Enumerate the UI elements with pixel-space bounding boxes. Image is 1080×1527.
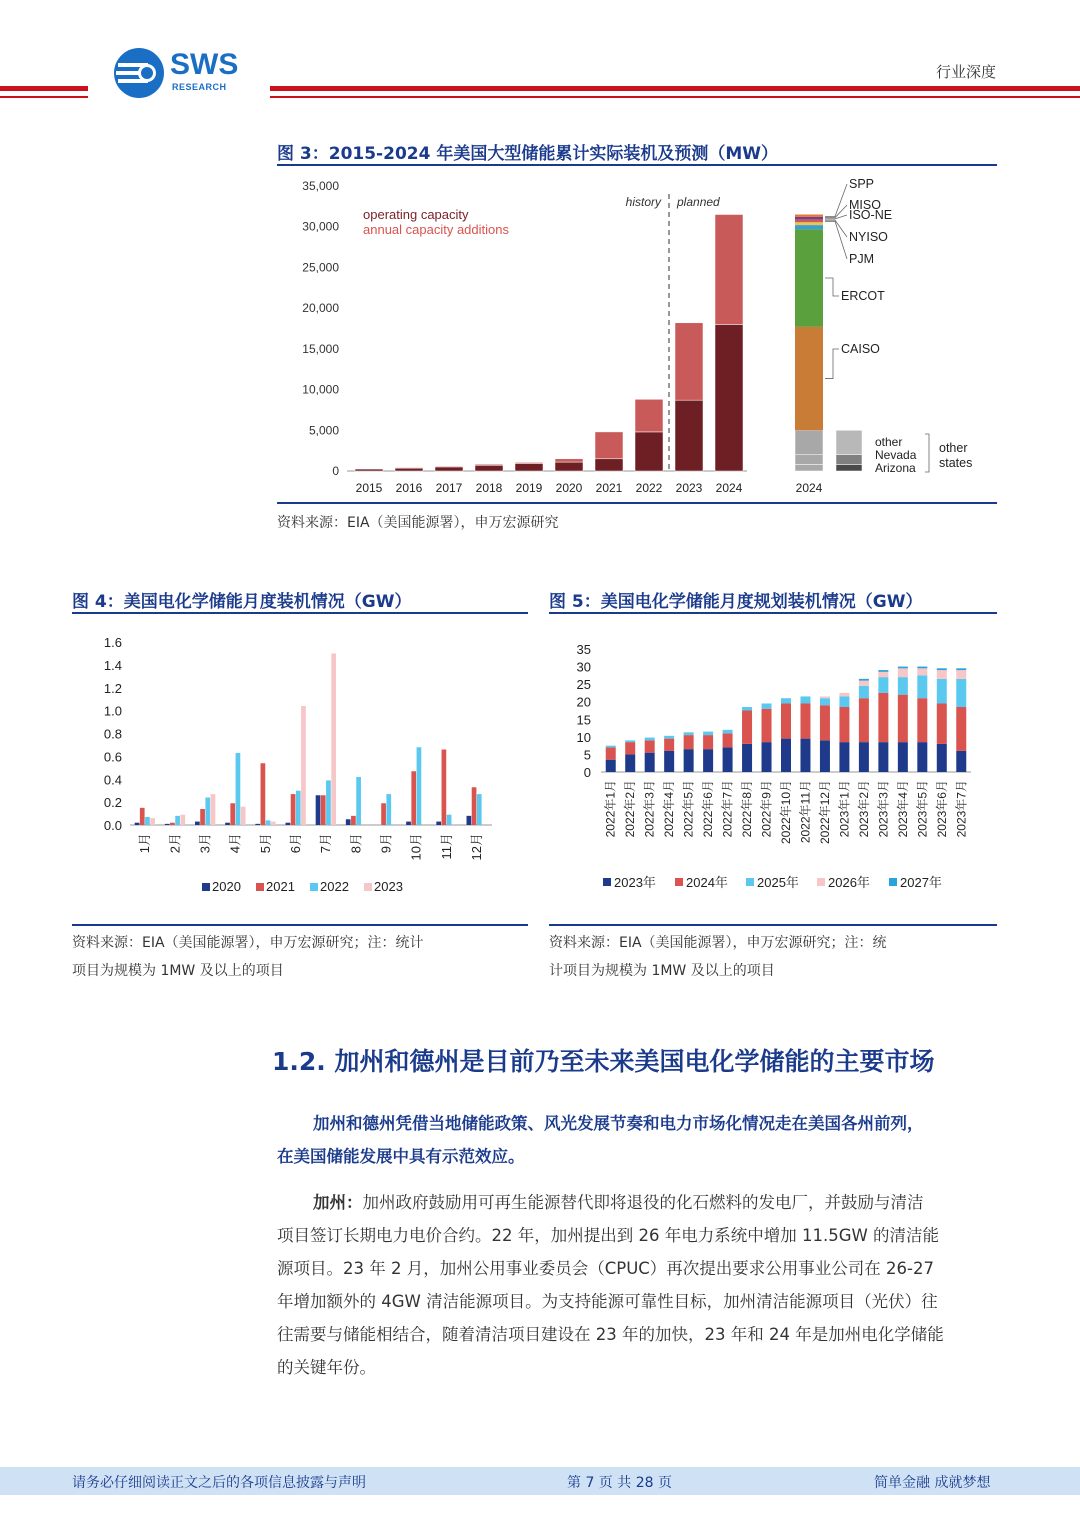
fig5-bar: [917, 667, 927, 669]
fig3-xtick: 2018: [475, 481, 503, 495]
fig5-bar: [956, 707, 966, 751]
fig3-bar: [675, 400, 703, 471]
fig5-ytick: 20: [576, 694, 591, 710]
fig4-legend-swatch: [364, 883, 372, 891]
fig5-xtick: 2022年8月: [740, 780, 755, 838]
fig3-2024-segment: [795, 215, 823, 217]
fig3-xtick: 2017: [435, 481, 463, 495]
fig4-ytick: 1.0: [103, 703, 122, 719]
fig4-bar: [447, 815, 452, 825]
fig3-region-label: NYISO: [849, 230, 888, 244]
fig3-xtick: 2019: [515, 481, 543, 495]
para-line-4: 年增加额外的 4GW 清洁能源项目。为支持能源可靠性目标，加州清洁能源项目（光伏）往: [277, 1292, 938, 1311]
fig5-bar: [820, 705, 830, 740]
fig5-xtick: 2022年9月: [759, 780, 774, 838]
fig4-legend-swatch: [202, 883, 210, 891]
fig5-bar: [898, 667, 908, 669]
fig4-bar: [472, 787, 477, 825]
fig3-xtick: 2023: [675, 481, 703, 495]
fig4-source-1: 资料来源：EIA（美国能源署），申万宏源研究；注：统计: [72, 935, 424, 951]
fig5-legend-swatch: [889, 878, 897, 886]
fig5-bar: [878, 672, 888, 677]
fig4-bar: [436, 822, 441, 825]
fig3-xtick: 2015: [355, 481, 383, 495]
fig3-bracket: [925, 434, 929, 472]
fig5-bar: [606, 746, 616, 748]
fig5-ytick: 10: [576, 729, 591, 745]
fig5-bar: [956, 679, 966, 707]
fig5-xtick: 2023年5月: [915, 780, 930, 838]
fig5-bar: [742, 711, 752, 744]
fig4-bar: [175, 816, 180, 825]
fig4-bar: [351, 816, 356, 825]
para-line-3: 源项目。23 年 2 月，加州公用事业委员会（CPUC）再次提出要求公用事业公司在 26-27: [277, 1259, 934, 1278]
fig5-bar: [800, 739, 810, 772]
header-rule-left: [0, 86, 88, 91]
fig5-bar: [937, 670, 947, 679]
fig3-2024-segment: [795, 464, 823, 471]
fig5-bar: [781, 739, 791, 772]
fig5-bar: [917, 742, 927, 772]
fig4-bar: [291, 794, 296, 825]
fig5-bar: [820, 740, 830, 772]
fig4-source-2: 项目为规模为 1MW 及以上的项目: [72, 963, 284, 979]
fig5-bar: [917, 668, 927, 675]
fig4-legend-label: 2023: [374, 879, 403, 894]
fig5-xtick: 2023年2月: [856, 780, 871, 838]
fig3-leader-line: [825, 278, 839, 296]
fig4-bar: [266, 820, 271, 825]
logo: [112, 46, 252, 100]
fig5-bar: [839, 707, 849, 742]
fig5-legend-label: 2027年: [900, 875, 942, 890]
fig5-bar: [878, 742, 888, 772]
fig4-legend-label: 2020: [212, 879, 241, 894]
fig4-xtick: 3月: [197, 833, 213, 854]
para-label: 加州：: [313, 1193, 363, 1212]
fig3-other-states-segment: [836, 430, 862, 454]
fig4-xtick: 10月: [408, 833, 424, 861]
fig5-bar: [742, 707, 752, 711]
fig3-2024-segment: [795, 229, 823, 327]
fig3-xtick: 2024: [715, 481, 743, 495]
fig5-bar: [898, 742, 908, 772]
footer-disclaimer: 请务必仔细阅读正文之后的各项信息披露与声明: [72, 1475, 366, 1491]
fig5-source-2: 计项目为规模为 1MW 及以上的项目: [549, 963, 775, 979]
fig5-chart: [549, 624, 997, 914]
fig4-bar: [140, 808, 145, 825]
fig4-bar: [346, 819, 351, 825]
fig4-bar: [225, 823, 230, 825]
fig3-xtick-breakdown: 2024: [795, 481, 823, 495]
fig3-xtick: 2016: [395, 481, 423, 495]
fig3-group-label-2: states: [939, 456, 973, 470]
fig5-xtick: 2022年11月: [798, 780, 813, 844]
fig4-bar: [165, 824, 170, 825]
fig4-xtick: 11月: [438, 833, 454, 860]
fig3-bar: [555, 459, 583, 462]
fig5-bar: [781, 703, 791, 738]
logo-text: SWS: [170, 48, 239, 81]
fig4-bar: [381, 803, 386, 825]
fig4-bar: [255, 824, 260, 825]
fig5-xtick: 2022年6月: [701, 780, 716, 838]
fig5-bar: [820, 698, 830, 705]
fig5-bar: [703, 735, 713, 749]
fig3-region-label: MISO: [849, 198, 881, 212]
fig5-bar: [684, 732, 694, 735]
fig4-bar: [170, 823, 175, 825]
fig5-xtick: 2023年4月: [895, 780, 910, 838]
fig3-bar: [555, 462, 583, 471]
fig5-legend-swatch: [603, 878, 611, 886]
fig4-title: 图 4：美国电化学储能月度装机情况（GW）: [72, 592, 412, 612]
fig4-bar: [195, 822, 200, 825]
fig5-bar: [703, 732, 713, 736]
fig5-bar: [664, 739, 674, 751]
para-line-6: 的关键年份。: [277, 1358, 376, 1377]
fig5-bar: [839, 742, 849, 772]
logo-icon: [112, 46, 168, 100]
fig5-bar: [839, 696, 849, 707]
fig3-bar: [715, 324, 743, 471]
fig5-bar: [937, 668, 947, 670]
fig5-bar: [937, 703, 947, 743]
fig3-ytick: 0: [332, 464, 339, 478]
fig4-xtick: 2月: [167, 833, 183, 854]
fig5-ytick: 15: [576, 712, 591, 728]
fig5-xtick: 2022年5月: [681, 780, 696, 838]
fig5-xtick: 2022年3月: [642, 780, 657, 838]
fig3-other-states-segment: [836, 464, 862, 471]
fig3-bar: [395, 468, 423, 471]
fig4-bar: [417, 747, 422, 825]
fig4-ytick: 0.6: [103, 749, 122, 765]
footer-slogan: 简单金融 成就梦想: [874, 1475, 991, 1491]
fig3-bar: [715, 215, 743, 325]
fig3-planned-label: planned: [677, 195, 720, 209]
fig5-source-1: 资料来源：EIA（美国能源署），申万宏源研究；注：统: [549, 935, 887, 951]
fig5-ytick: 0: [583, 765, 591, 780]
fig4-xtick: 12月: [468, 833, 484, 861]
fig4-xtick: 4月: [227, 833, 243, 854]
para-line-2: 项目签订长期电力电价合约。22 年，加州提出到 26 年电力系统中增加 11.5GW 的清洁能: [277, 1226, 940, 1245]
fig5-bar: [898, 668, 908, 677]
fig5-bar: [878, 670, 888, 672]
fig5-bar: [839, 693, 849, 697]
fig5-bar: [684, 735, 694, 749]
fig3-region-label: ISO-NE: [849, 208, 893, 222]
fig5-bar: [723, 733, 733, 747]
fig4-bar: [321, 795, 326, 825]
fig4-xtick: 8月: [348, 833, 364, 854]
fig3-2024-segment: [795, 455, 823, 465]
fig5-bar: [645, 740, 655, 752]
fig3-bar: [675, 323, 703, 400]
fig5-title-rule: [549, 612, 997, 614]
fig5-ytick: 5: [583, 747, 591, 763]
fig4-ytick: 0.8: [103, 726, 122, 742]
fig5-bar: [625, 742, 635, 754]
fig3-2024-segment: [795, 222, 823, 225]
para-line-1: [313, 1186, 924, 1219]
fig5-bar: [606, 747, 616, 759]
fig5-bar: [898, 695, 908, 742]
fig3-xtick: 2020: [555, 481, 583, 495]
fig3-ytick: 5,000: [308, 423, 339, 438]
fig5-bar: [645, 753, 655, 772]
fig4-legend-swatch: [310, 883, 318, 891]
fig5-legend-swatch: [817, 878, 825, 886]
lead-line-1: 加州和德州凭借当地储能政策、风光发展节奏和电力市场化情况走在美国各州前列，: [313, 1114, 924, 1133]
fig3-label-other: other: [875, 435, 903, 449]
fig3-bar: [435, 466, 463, 467]
fig5-legend-swatch: [675, 878, 683, 886]
fig5-bar: [762, 742, 772, 772]
fig3-bar: [355, 469, 383, 471]
fig3-leader-line: [825, 220, 847, 237]
fig3-xtick: 2022: [635, 481, 663, 495]
fig5-bar: [723, 730, 733, 734]
fig5-bar: [781, 698, 791, 703]
fig4-bar: [200, 809, 205, 825]
fig5-bar: [820, 696, 830, 698]
fig4-bar: [145, 817, 150, 825]
fig3-ytick: 35,000: [302, 179, 339, 193]
section-heading: 1.2. 加州和德州是目前乃至未来美国电化学储能的主要市场: [272, 1047, 935, 1076]
fig4-bar: [331, 653, 336, 825]
fig5-bar: [723, 747, 733, 772]
header-rule-right: [270, 86, 1080, 91]
fig5-xtick: 2023年1月: [837, 780, 852, 838]
fig4-xtick: 1月: [137, 833, 153, 854]
fig3-leader-line: [825, 349, 839, 379]
fig5-title: 图 5：美国电化学储能月度规划装机情况（GW）: [549, 592, 923, 612]
fig4-title-rule: [72, 612, 528, 614]
logo-subtext: RESEARCH: [172, 82, 227, 92]
fig3-2024-segment: [795, 225, 823, 229]
fig4-bar: [205, 798, 210, 825]
fig3-ytick: 30,000: [302, 219, 339, 234]
fig5-bar: [664, 736, 674, 739]
fig5-xtick: 2023年3月: [876, 780, 891, 838]
fig5-ytick: 35: [576, 642, 591, 657]
fig5-bar: [606, 760, 616, 772]
fig3-bar: [395, 467, 423, 468]
fig5-legend-label: 2024年: [686, 875, 728, 890]
fig5-xtick: 2023年7月: [954, 780, 969, 838]
fig4-bar: [356, 777, 361, 825]
fig3-title: 图 3：2015-2024 年美国大型储能累计实际装机及预测（MW）: [277, 144, 779, 164]
fig5-bar: [937, 679, 947, 704]
fig5-bar: [859, 698, 869, 742]
fig5-xtick: 2022年12月: [817, 780, 832, 845]
fig4-ytick: 1.6: [103, 635, 122, 650]
fig4-xtick: 9月: [378, 833, 394, 854]
fig4-bar: [150, 818, 155, 825]
fig3-ytick: 15,000: [302, 341, 339, 356]
fig4-bar: [477, 794, 482, 825]
fig5-bar: [664, 751, 674, 772]
fig5-bar: [625, 754, 635, 772]
fig3-bar: [515, 464, 543, 471]
para-line-1-text: 加州政府鼓励用可再生能源替代即将退役的化石燃料的发电厂，并鼓励与清洁: [362, 1193, 924, 1212]
fig4-bar: [271, 822, 276, 825]
lead-line-2: 在美国储能发展中具有示范效应。: [277, 1147, 525, 1166]
footer: [0, 1467, 1080, 1495]
fig3-group-label-1: other: [939, 441, 968, 455]
fig3-history-label: history: [625, 195, 661, 209]
fig5-bar: [762, 703, 772, 708]
fig4-chart: [72, 624, 528, 914]
fig3-bar: [515, 462, 543, 463]
fig3-bar: [635, 399, 663, 432]
fig4-bar: [386, 794, 391, 825]
fig5-bar: [859, 679, 869, 681]
fig3-bar: [595, 432, 623, 459]
fig3-region-label: CAISO: [841, 342, 880, 356]
fig4-bottom-rule: [72, 924, 528, 926]
fig4-ytick: 0.2: [103, 795, 122, 811]
fig4-bar: [286, 823, 291, 825]
fig5-legend-label: 2026年: [828, 875, 870, 890]
fig3-legend-operating: operating capacity: [363, 207, 469, 222]
fig4-ytick: 0.0: [103, 818, 122, 833]
fig4-xtick: 6月: [287, 833, 303, 854]
fig4-legend-swatch: [256, 883, 264, 891]
fig4-bar: [442, 750, 447, 825]
fig4-legend-label: 2022: [320, 879, 349, 894]
fig5-bar: [762, 709, 772, 742]
fig5-bar: [800, 703, 810, 738]
fig5-bar: [956, 668, 966, 670]
fig4-xtick: 7月: [318, 833, 334, 854]
fig4-bar: [411, 771, 416, 825]
para-line-5: 往需要与储能相结合，随着清洁项目建设在 23 年的加快，23 年和 24 年是加州电化学储能: [277, 1325, 944, 1344]
footer-page: 第 7 页 共 28 页: [567, 1475, 672, 1491]
header-rule-left-thin: [0, 96, 88, 98]
fig4-bar: [135, 823, 140, 825]
fig3-label-nevada: Nevada: [875, 448, 917, 462]
fig5-xtick: 2022年10月: [779, 780, 793, 845]
fig3-source: 资料来源：EIA（美国能源署），申万宏源研究: [277, 515, 559, 531]
fig5-ytick: 30: [576, 659, 591, 675]
fig5-xtick: 2022年4月: [662, 780, 677, 838]
fig5-bar: [917, 698, 927, 742]
fig5-xtick: 2022年7月: [720, 780, 735, 838]
fig5-legend-label: 2023年: [614, 875, 656, 890]
fig4-bar: [230, 803, 235, 825]
fig3-ytick: 20,000: [302, 301, 339, 316]
section-label: 行业深度: [936, 63, 997, 81]
fig3-legend-additions: annual capacity additions: [363, 222, 509, 237]
fig3-bar: [475, 465, 503, 471]
fig4-xtick: 5月: [257, 833, 273, 854]
fig3-2024-segment: [795, 327, 823, 430]
fig5-legend-swatch: [746, 878, 754, 886]
fig5-bar: [859, 681, 869, 686]
fig5-bar: [956, 751, 966, 772]
fig3-title-rule: [277, 164, 997, 166]
fig3-bar: [435, 467, 463, 471]
fig3-bar: [595, 459, 623, 471]
fig5-legend-label: 2025年: [757, 875, 799, 890]
fig4-bar: [316, 795, 321, 825]
fig5-bar: [703, 749, 713, 772]
fig4-bar: [261, 763, 266, 825]
fig3-region-label: ERCOT: [841, 289, 885, 303]
fig3-chart: [277, 168, 997, 500]
fig5-ytick: 25: [576, 677, 591, 693]
fig4-bar: [406, 822, 411, 825]
fig3-ytick: 10,000: [302, 382, 339, 397]
fig5-bar: [859, 742, 869, 772]
fig3-bar: [635, 432, 663, 471]
fig5-bar: [742, 744, 752, 772]
fig5-bar: [878, 677, 888, 693]
fig5-bar: [878, 693, 888, 742]
fig4-bar: [296, 791, 301, 825]
fig3-other-states-segment: [836, 455, 862, 465]
fig3-region-label: PJM: [849, 252, 874, 266]
fig5-bar: [917, 675, 927, 698]
fig5-bar: [937, 744, 947, 772]
header-rule-right-thin: [270, 96, 1080, 98]
fig5-xtick: 2022年1月: [603, 780, 618, 838]
fig4-bar: [211, 794, 216, 825]
fig5-bottom-rule: [549, 924, 997, 926]
fig4-legend-label: 2021: [266, 879, 295, 894]
fig3-2024-segment: [795, 217, 823, 219]
fig5-bar: [625, 740, 635, 742]
fig5-bar: [645, 738, 655, 741]
fig3-xtick: 2021: [595, 481, 623, 495]
fig5-bar: [684, 749, 694, 772]
fig5-bar: [898, 677, 908, 695]
fig3-2024-segment: [795, 430, 823, 454]
fig3-leader-line: [825, 221, 847, 259]
fig3-ytick: 25,000: [302, 260, 339, 275]
fig4-ytick: 0.4: [103, 772, 122, 788]
fig5-bar: [859, 686, 869, 698]
fig4-bar: [236, 753, 241, 825]
fig5-bar: [800, 696, 810, 703]
fig4-bar: [241, 807, 246, 825]
fig3-leader-line: [825, 184, 847, 217]
fig5-xtick: 2023年6月: [934, 780, 949, 838]
fig5-xtick: 2022年2月: [623, 780, 638, 838]
fig5-bar: [956, 670, 966, 679]
fig3-label-arizona: Arizona: [875, 461, 916, 475]
fig4-ytick: 1.4: [103, 657, 122, 673]
fig3-region-label: SPP: [849, 177, 875, 191]
fig3-bar: [475, 464, 503, 465]
fig4-bar: [180, 815, 185, 825]
fig3-bottom-rule: [277, 502, 997, 504]
fig4-ytick: 1.2: [103, 680, 122, 696]
fig4-bar: [467, 816, 472, 825]
fig4-bar: [301, 706, 306, 825]
fig4-bar: [326, 780, 331, 825]
fig3-2024-segment: [795, 219, 823, 222]
